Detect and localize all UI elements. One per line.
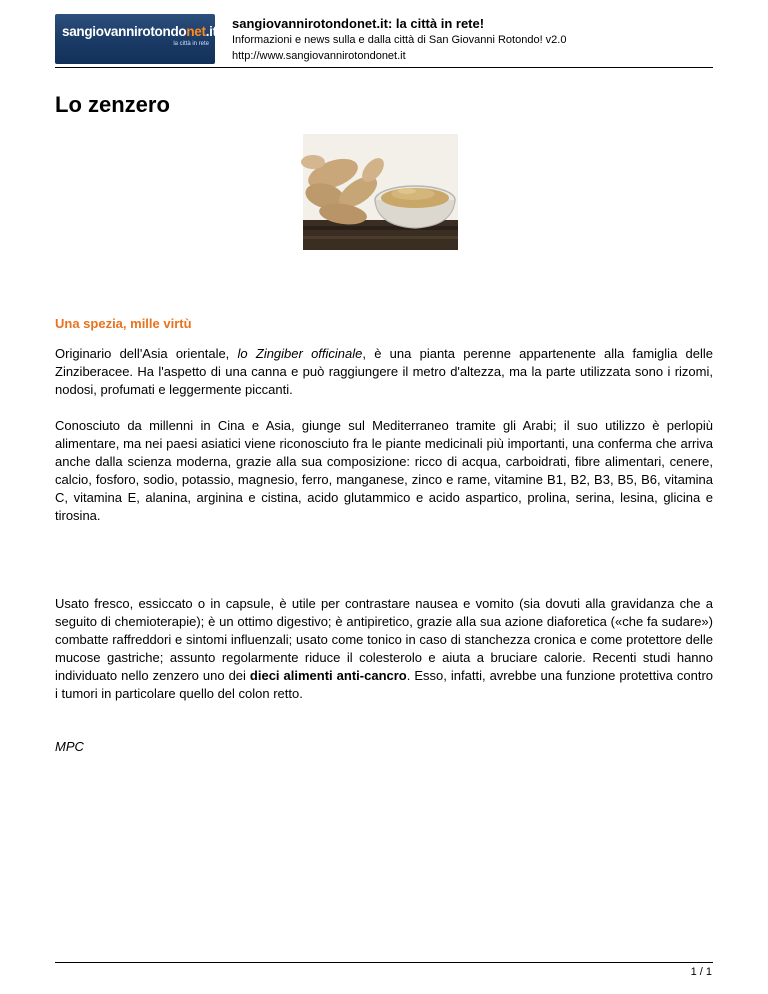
footer-divider [55,962,713,963]
p1-text-c: , è una pianta perenne appartenente alla famiglia delle Zinziberacee. Ha l'aspetto di una canna e può raggiungere il metro d'altezza, ma la parte utilizzata sono i rizomi, nodosi, profumati e leggermente piccanti. [55,346,713,397]
p3-text-a: Usato fresco, essiccato o in capsule, è utile per contrastare nausea e vomito (sia dovuti alla gravidanza che a seguito di chemioterapie); è un ottimo digestivo; è antipiretico, grazie alla sua azione diaforetica («che fa sudare») combatte raffreddori e sintomi influenzali; usato come tonico in caso di stanchezza cronica e come protettore delle mucose gastriche; assunto regolarmente riduce il colesterolo e aiuta a bruciare calorie. Recenti studi hanno individuato nello zenzero uno dei [55,596,713,683]
site-logo[interactable] [55,14,215,64]
ginger-illustration [303,134,458,250]
p3-text-c: . Esso, infatti, avrebbe una funzione protettiva contro i tumori in particolare quello del colon retto. [55,668,713,701]
logo-main-text: sangiovannirotondo [62,24,187,39]
paragraph-composition: Conosciuto da millenni in Cina e Asia, giunge sul Mediterraneo tramite gli Arabi; il suo utilizzo è perlopiù alimentare, ma nei paesi asiatici viene riconosciuto fra le piante medicinali più importanti, una conferma che arriva anche dalla scienza moderna, grazie alla sua composizione: ricco di acqua, carboidrati, fibre alimentari, cenere, calcio, fosforo, sodio, potassio, magnesio, ferro, manganese, zinco e rame, vitamine B1, B2, B3, B5, B6, vitamina C, vitamina E, alanina, arginina e cistina, acido glutammico e acido aspartico, prolina, serina, lesina, glicina e tirosina. [55,418,713,523]
p3-highlight: dieci alimenti anti-cancro [249,668,407,683]
section-heading: Una spezia, mille virtù [55,316,192,331]
ginger-photo [303,134,458,250]
p1-scientific-name: lo Zingiber officinale [237,346,363,361]
header-divider [55,67,713,68]
paragraph-benefits [55,595,713,703]
logo-suffix-text: .it [205,24,217,39]
site-url-link[interactable]: http://www.sangiovannirotondonet.it [232,50,406,62]
logo-wordmark [62,24,217,39]
page-number: 1 / 1 [690,966,712,978]
article-title: Lo zenzero [55,92,170,117]
p1-text-a: Originario dell'Asia orientale, [55,346,238,361]
logo-tagline: la città in rete [173,41,209,47]
site-title: sangiovannirotondonet.it: la città in rete! [232,16,485,31]
site-header [55,14,713,66]
author-signature: MPC [55,739,84,754]
logo-accent-text: net [186,24,206,39]
site-subtitle: Informazioni e news sulla e dalla città di San Giovanni Rotondo! v2.0 [232,34,567,46]
paragraph-origin [55,345,713,399]
